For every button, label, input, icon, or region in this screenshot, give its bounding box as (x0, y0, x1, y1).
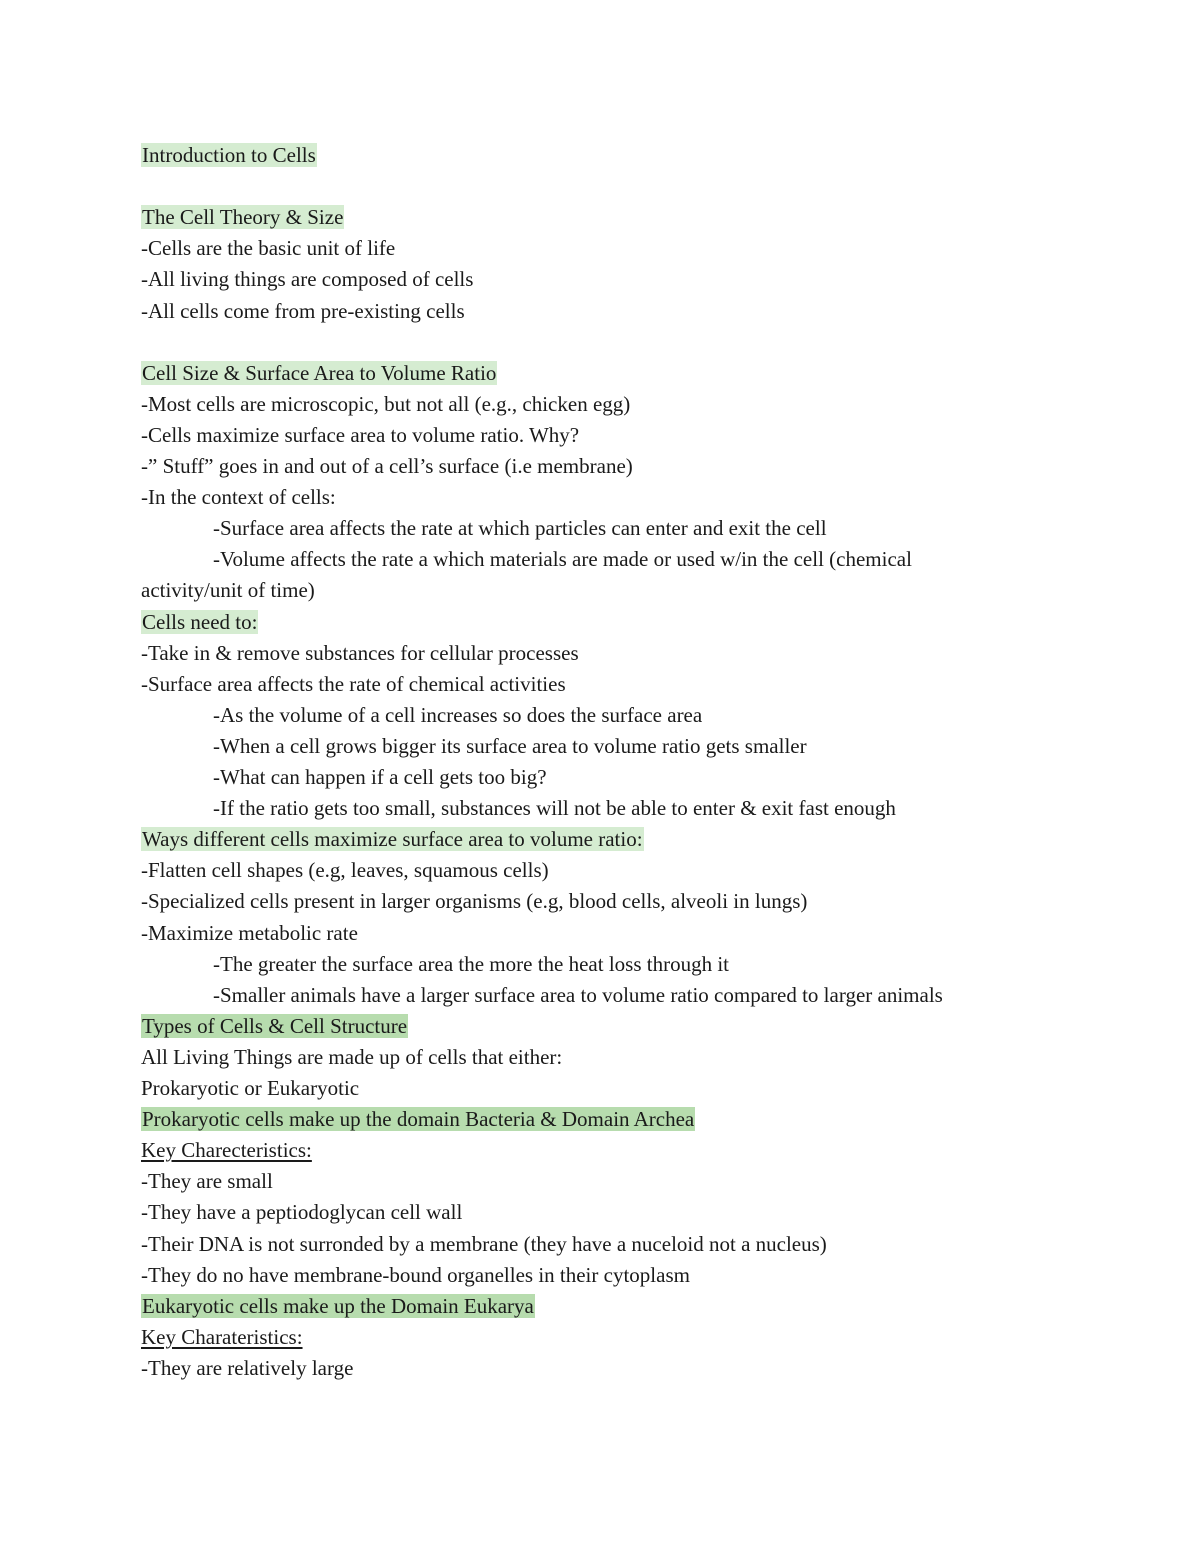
text-line (141, 264, 473, 295)
text-line (141, 1073, 359, 1104)
line-text: -As the volume of a cell increases so does the surface area (213, 702, 703, 727)
line-text: Prokaryotic or Eukaryotic (141, 1076, 360, 1100)
line-text: -Most cells are microscopic, but not all (e.g., chicken egg) (141, 391, 631, 416)
text-line (141, 1197, 462, 1228)
text-line (141, 1291, 535, 1322)
text-line (141, 886, 807, 917)
text-line (141, 1135, 312, 1166)
text-line (213, 731, 807, 762)
text-line (141, 855, 549, 886)
text-line (141, 824, 644, 855)
text-line (141, 1011, 408, 1042)
text-line (141, 202, 344, 233)
section-heading: The Cell Theory & Size (142, 205, 344, 230)
text-line (213, 700, 702, 731)
line-text: -Surface area affects the rate at which particles can enter and exit the cell (213, 516, 827, 541)
line-text: -All living things are composed of cells (141, 267, 474, 292)
text-line (141, 296, 465, 327)
text-line (141, 669, 566, 700)
line-text: -When a cell grows bigger its surface area to volume ratio gets smaller (213, 733, 807, 758)
text-line (141, 1104, 695, 1135)
line-text: -All cells come from pre-existing cells (141, 298, 465, 323)
text-line (141, 233, 395, 264)
text-line (213, 793, 896, 824)
line-text: -Cells are the basic unit of life (141, 236, 396, 261)
line-text: activity/unit of time) (141, 578, 315, 603)
subheading: Key Charateristics: (141, 1324, 303, 1349)
line-text: -They are small (141, 1169, 273, 1194)
line-text: All Living Things are made up of cells that either: (141, 1044, 563, 1069)
text-line (141, 482, 336, 513)
line-text: -They are relatively large (141, 1355, 354, 1380)
line-text: -Take in & remove substances for cellular processes (141, 640, 579, 665)
text-line (213, 980, 943, 1011)
text-line (141, 1322, 303, 1353)
line-text: -In the context of cells: (141, 485, 336, 510)
text-line (141, 451, 633, 482)
line-text: -They do no have membrane-bound organelles in their cytoplasm (141, 1262, 690, 1287)
text-line (141, 1166, 273, 1197)
line-text: -They have a peptiodoglycan cell wall (141, 1200, 463, 1225)
section-heading: Ways different cells maximize surface area to volume ratio: (142, 827, 643, 852)
text-line (141, 389, 630, 420)
line-text: -Their DNA is not surronded by a membrane (they have a nuceloid not a nucleus) (141, 1231, 827, 1256)
text-line (141, 1260, 690, 1291)
text-line (141, 918, 358, 949)
line-text: -Maximize metabolic rate (141, 920, 358, 945)
text-line (213, 544, 912, 575)
text-line (141, 1042, 562, 1073)
section-heading: Cells need to: (142, 609, 258, 634)
line-text: -Flatten cell shapes (e.g, leaves, squamous cells) (141, 858, 549, 883)
line-text: -If the ratio gets too small, substances will not be able to enter & exit fast enough (213, 796, 896, 821)
line-text: -Surface area affects the rate of chemical activities (141, 671, 566, 696)
text-line (141, 358, 497, 389)
subheading: Key Charecteristics: (141, 1138, 312, 1163)
line-text: -What can happen if a cell gets too big? (213, 765, 547, 789)
line-text: -The greater the surface area the more the heat loss through it (213, 951, 730, 976)
line-text: -” Stuff” goes in and out of a cell’s surface (i.e membrane) (141, 454, 633, 478)
text-line (213, 513, 827, 544)
text-line (141, 420, 579, 451)
text-line (141, 140, 317, 171)
text-line (141, 638, 579, 669)
text-line (213, 949, 729, 980)
line-text: -Specialized cells present in larger organisms (e.g, blood cells, alveoli in lungs) (141, 889, 808, 914)
line-text: -Cells maximize surface area to volume ratio. Why? (141, 422, 580, 447)
text-line (141, 1229, 827, 1260)
text-line (141, 607, 258, 638)
text-line (141, 1353, 353, 1384)
text-line (141, 575, 315, 606)
section-heading: Prokaryotic cells make up the domain Bacteria & Domain Archea (142, 1107, 695, 1132)
text-line (213, 762, 547, 793)
section-heading: Types of Cells & Cell Structure (142, 1013, 408, 1038)
section-heading: Introduction to Cells (142, 143, 316, 167)
section-heading: Cell Size & Surface Area to Volume Ratio (142, 360, 497, 385)
line-text: -Smaller animals have a larger surface area to volume ratio compared to larger animals (213, 982, 943, 1007)
line-text: -Volume affects the rate a which materials are made or used w/in the cell (chemical (213, 547, 912, 572)
section-heading: Eukaryotic cells make up the Domain Eukarya (142, 1293, 534, 1318)
